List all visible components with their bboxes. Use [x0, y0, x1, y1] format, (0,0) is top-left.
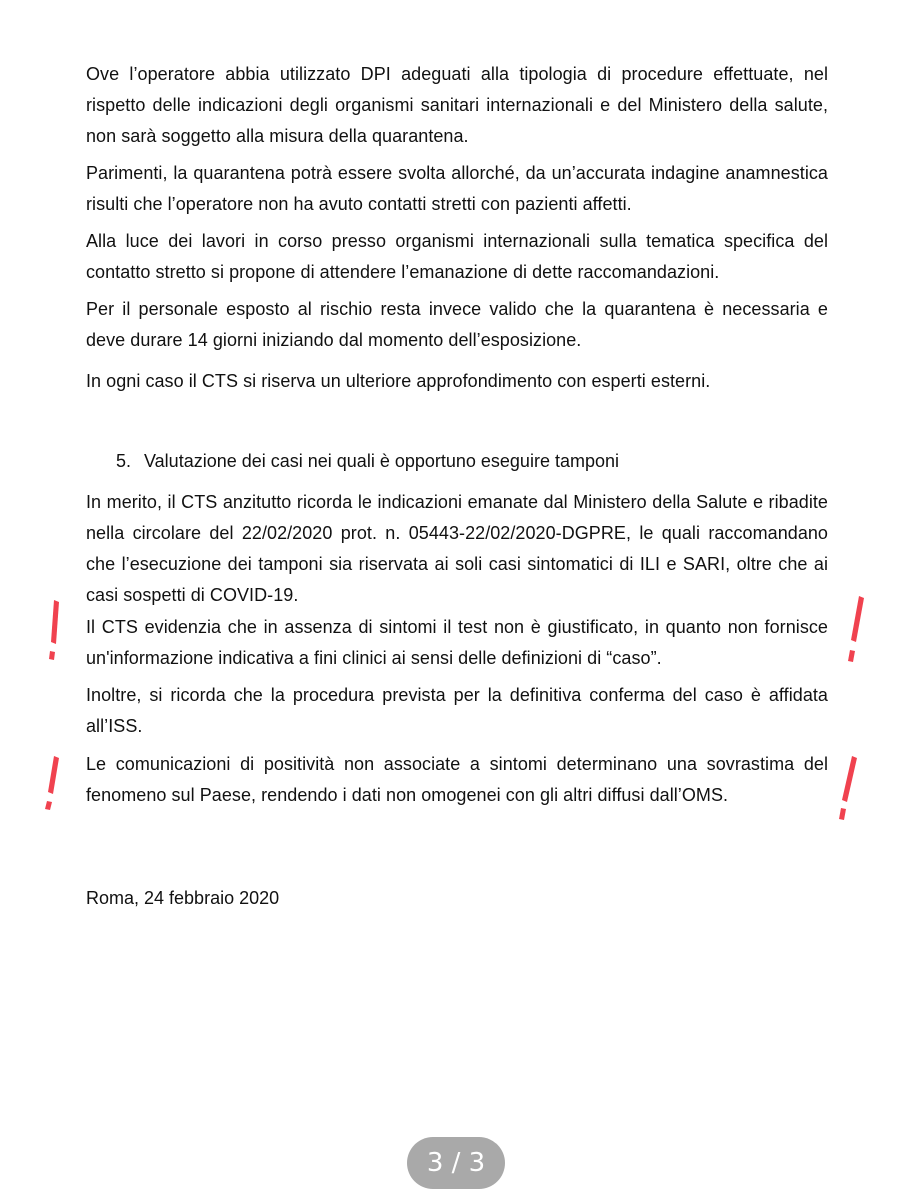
- paragraph-alla-luce: Alla luce dei lavori in corso presso organismi internazionali sulla tematica specifica del contatto stretto si propone di attendere l’emanazione di dette raccomandazioni.: [86, 231, 828, 282]
- paragraph-in-merito: In merito, il CTS anzitutto ricorda le indicazioni emanate dal Ministero della Salute e ribadite nella circolare del 22/02/2020 prot. n. 05443-22/02/2020-DGPRE, le quali raccomandano che l’esecuzione dei tamponi sia riservata ai soli casi sintomatici di ILI e SARI, oltre che ai casi sospetti di COVID-19.: [86, 492, 828, 605]
- paragraph-personale-esposto: Per il personale esposto al rischio resta invece valido che la quarantena è necessaria e deve durare 14 giorni iniziando dal momento dell’esposizione.: [86, 299, 828, 350]
- exclamation-mark-icon: [36, 752, 66, 832]
- section-number: 5.: [116, 451, 132, 471]
- section-heading: [116, 446, 816, 477]
- paragraph-conferma-iss: Inoltre, si ricorda che la procedura prevista per la definitiva conferma del caso è affidata all’ISS.: [86, 685, 828, 736]
- paragraph-dpi: Ove l’operatore abbia utilizzato DPI adeguati alla tipologia di procedure effettuate, nel rispetto delle indicazioni degli organismi sanitari internazionali e del Ministero della salute, non sarà soggetto alla misura della quarantena.: [86, 64, 828, 146]
- paragraph-parimenti: Parimenti, la quarantena potrà essere svolta allorché, da un’accurata indagine anamnestica risulti che l’operatore non ha avuto contatti stretti con pazienti affetti.: [86, 163, 828, 214]
- signoff-date: Roma, 24 febbraio 2020: [86, 888, 280, 908]
- exclamation-mark-icon: [38, 594, 68, 674]
- exclamation-mark-icon: [832, 752, 862, 832]
- paragraph-test-non-giustificato: Il CTS evidenzia che in assenza di sintomi il test non è giustificato, in quanto non fornisce un'informazione indicativa a fini clinici ai sensi delle definizioni di “caso”.: [86, 617, 828, 668]
- paragraph-comunicazioni-positivita: Le comunicazioni di positività non associate a sintomi determinano una sovrastima del fenomeno sul Paese, rendendo i dati non omogenei con gli altri diffusi dall’OMS.: [86, 754, 828, 805]
- exclamation-mark-icon: [840, 590, 870, 670]
- page-indicator[interactable]: 3 / 3: [407, 1137, 505, 1189]
- paragraph-cts-riserva: In ogni caso il CTS si riserva un ulteriore approfondimento con esperti esterni.: [86, 371, 711, 391]
- section-title: Valutazione dei casi nei quali è opportuno eseguire tamponi: [144, 451, 619, 471]
